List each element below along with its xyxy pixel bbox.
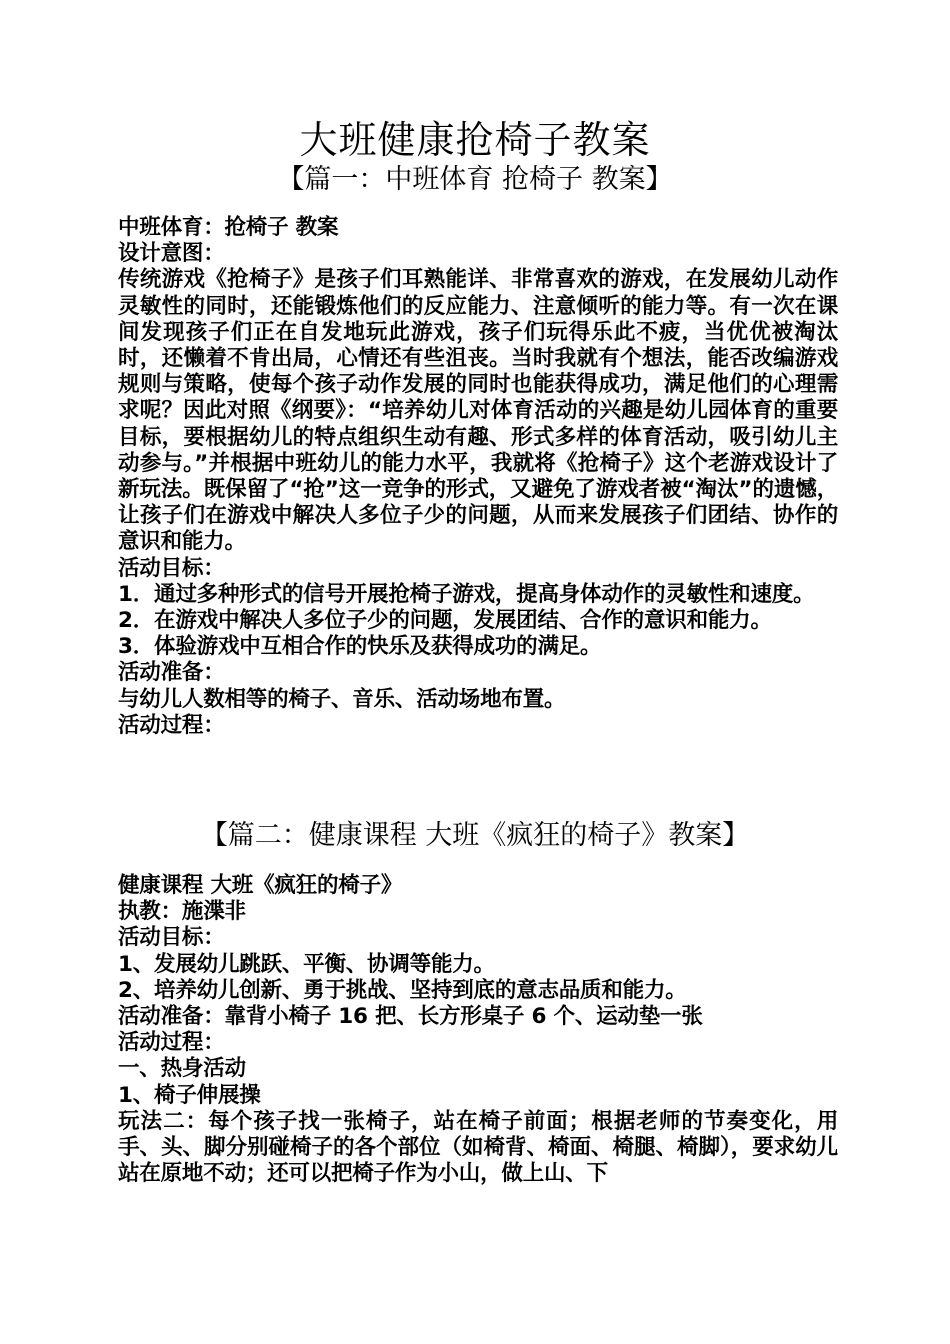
paragraph: 健康课程 大班《疯狂的椅子》 xyxy=(118,873,403,898)
section2-body xyxy=(118,873,838,1187)
paragraph: 1、发展幼儿跳跃、平衡、协调等能力。 xyxy=(118,951,495,977)
paragraph: 传统游戏《抢椅子》是孩子们耳熟能详、非常喜欢的游戏，在发展幼儿动作灵敏性的同时，还能锻炼他们的反应能力、注意倾听的能力等。有一次在课间发现孩子们正在自发地玩此游戏，孩子们玩得乐此不疲，当优优被淘汰时，还懒着不肯出局，心情还有些沮丧。当时我就有个想法，能否改编游戏规则与策略，使每个孩子动作发展的同时也能获得成功，满足他们的心理需求呢？因此对照《纲要》：“培养幼儿对体育活动的兴趣是幼儿园体育的重要目标，要根据幼儿的特点组织生动有趣、形式多样的体育活动，吸引幼儿主动参与。”并根据中班幼儿的能力水平，我就将《抢椅子》这个老游戏设计了新玩法。既保留了“抢”这一竞争的形式，又避免了游戏者被“淘汰”的遗憾，让孩子们在游戏中解决人多位子少的问题，从而来发展孩子们团结、协作的意识和能力。 xyxy=(118,267,838,555)
paragraph: 中班体育：抢椅子 教案 xyxy=(118,215,339,240)
paragraph: 2．在游戏中解决人多位子少的问题，发展团结、合作的意识和能力。 xyxy=(118,608,772,634)
section1-heading: 【篇一：中班体育 抢椅子 教案】 xyxy=(277,164,673,195)
paragraph: 执教：施渫非 xyxy=(118,899,246,925)
paragraph: 玩法二：每个孩子找一张椅子，站在椅子前面；根据老师的节奏变化，用手、头、脚分别碰椅子的各个部位（如椅背、椅面、椅腿、椅脚），要求幼儿站在原地不动；还可以把椅子作为小山，做上山、下 xyxy=(118,1108,838,1187)
section1-body xyxy=(118,215,838,739)
paragraph: 1、椅子伸展操 xyxy=(118,1082,261,1108)
paragraph: 3．体验游戏中互相合作的快乐及获得成功的满足。 xyxy=(118,634,602,660)
document-title: 大班健康抢椅子教案 xyxy=(299,118,651,162)
paragraph: 活动准备： xyxy=(118,660,225,686)
paragraph: 设计意图： xyxy=(118,241,225,267)
paragraph: 活动过程： xyxy=(118,712,225,738)
paragraph: 活动准备：靠背小椅子 16 把、长方形桌子 6 个、运动垫一张 xyxy=(118,1004,703,1030)
paragraph: 与幼儿人数相等的椅子、音乐、活动场地布置。 xyxy=(118,686,566,712)
paragraph: 2、培养幼儿创新、勇于挑战、坚持到底的意志品质和能力。 xyxy=(118,977,687,1003)
paragraph: 1．通过多种形式的信号开展抢椅子游戏，提高身体动作的灵敏性和速度。 xyxy=(118,581,815,607)
paragraph: 活动过程： xyxy=(118,1030,225,1056)
paragraph: 活动目标： xyxy=(118,925,225,951)
section2-heading: 【篇二：健康课程 大班《疯狂的椅子》教案】 xyxy=(200,820,750,851)
paragraph: 一、热身活动 xyxy=(118,1056,246,1082)
paragraph: 活动目标： xyxy=(118,555,225,581)
